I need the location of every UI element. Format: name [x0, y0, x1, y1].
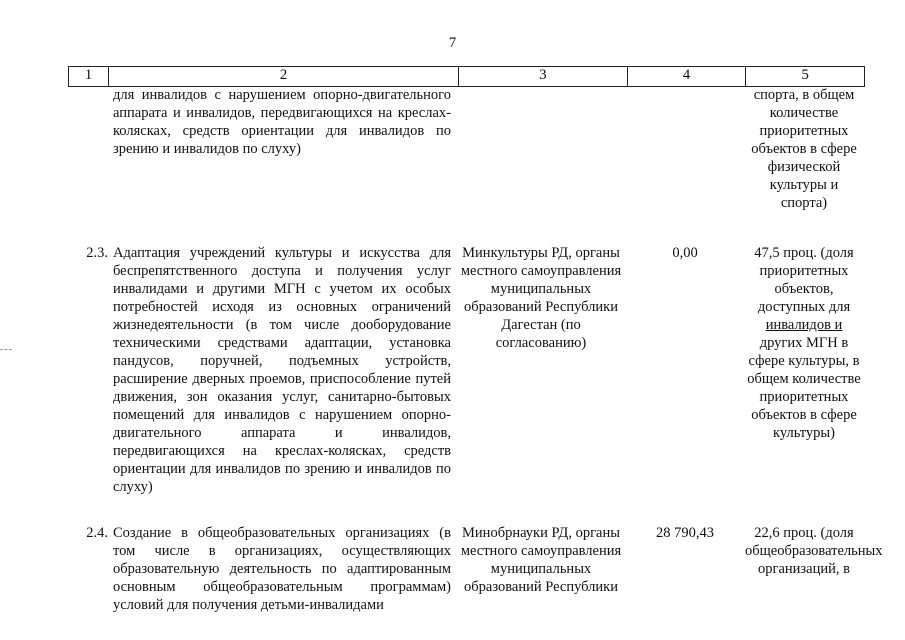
row-number: 2.3.	[86, 245, 108, 261]
row-agency: Минкультуры РД, органы местного самоуправления муниципальных образований Республики Дагестан (по согласованию)	[460, 245, 622, 351]
column-header-2: 2	[108, 67, 458, 86]
row-result: спорта, в общем количестве приоритетных объектов в сфере физической культуры и спорта)	[751, 87, 857, 211]
table-header-row	[68, 66, 865, 87]
row-amount: 0,00	[672, 245, 698, 261]
page-number: 7	[448, 35, 457, 51]
row-agency: Минобрнауки РД, органы местного самоуправления муниципальных образований Республики	[460, 525, 622, 595]
column-header-1: 1	[68, 67, 108, 86]
row-description: для инвалидов с нарушением опорно-двигательного аппарата и инвалидов, передвигающихся на креслах-колясках, средств ориентации для инвалидов по зрению и инвалидов по слуху)	[113, 87, 451, 157]
row-description: Создание в общеобразовательных организациях (в том числе в организациях, осуществляющих образовательную деятельность по адаптированным основным общеобразовательным программам) условий для получения детьми-инвалидами	[113, 525, 451, 613]
row-amount: 28 790,43	[656, 525, 714, 541]
row-description: Адаптация учреждений культуры и искусства для беспрепятственного доступа и получения услуг инвалидами и другими МГН с учетом их особых потребностей исходя из основных ограничений жизнедеятельности (в том числе дооборудование техническими средствами адаптации, установка пандусов, поручней, подъемных устройств, расширение дверных проемов, приспособление путей движения, зон оказания услуг, санитарно-бытовых помещений для инвалидов с нарушением опорно-двигательного аппарата и инвалидов, передвигающихся на креслах-колясках, средств ориентации для инвалидов по зрению и инвалидов по слуху)	[113, 245, 451, 495]
column-header-3: 3	[458, 67, 627, 86]
result-text-part-1: 47,5 проц. (доля приоритетных объектов, доступных для	[754, 245, 854, 315]
result-text-part-3: других МГН в сфере культуры, в общем количестве приоритетных объектов в сфере культуры)	[747, 335, 861, 441]
margin-dash-mark	[0, 349, 12, 350]
row-result: 22,6 проц. (доля общеобразовательных организаций, в	[745, 525, 883, 577]
result-text-part-2: инвалидов и	[765, 317, 843, 333]
column-header-4: 4	[627, 67, 746, 86]
column-header-5: 5	[745, 67, 865, 86]
row-result	[745, 244, 863, 442]
row-number: 2.4.	[86, 525, 108, 541]
